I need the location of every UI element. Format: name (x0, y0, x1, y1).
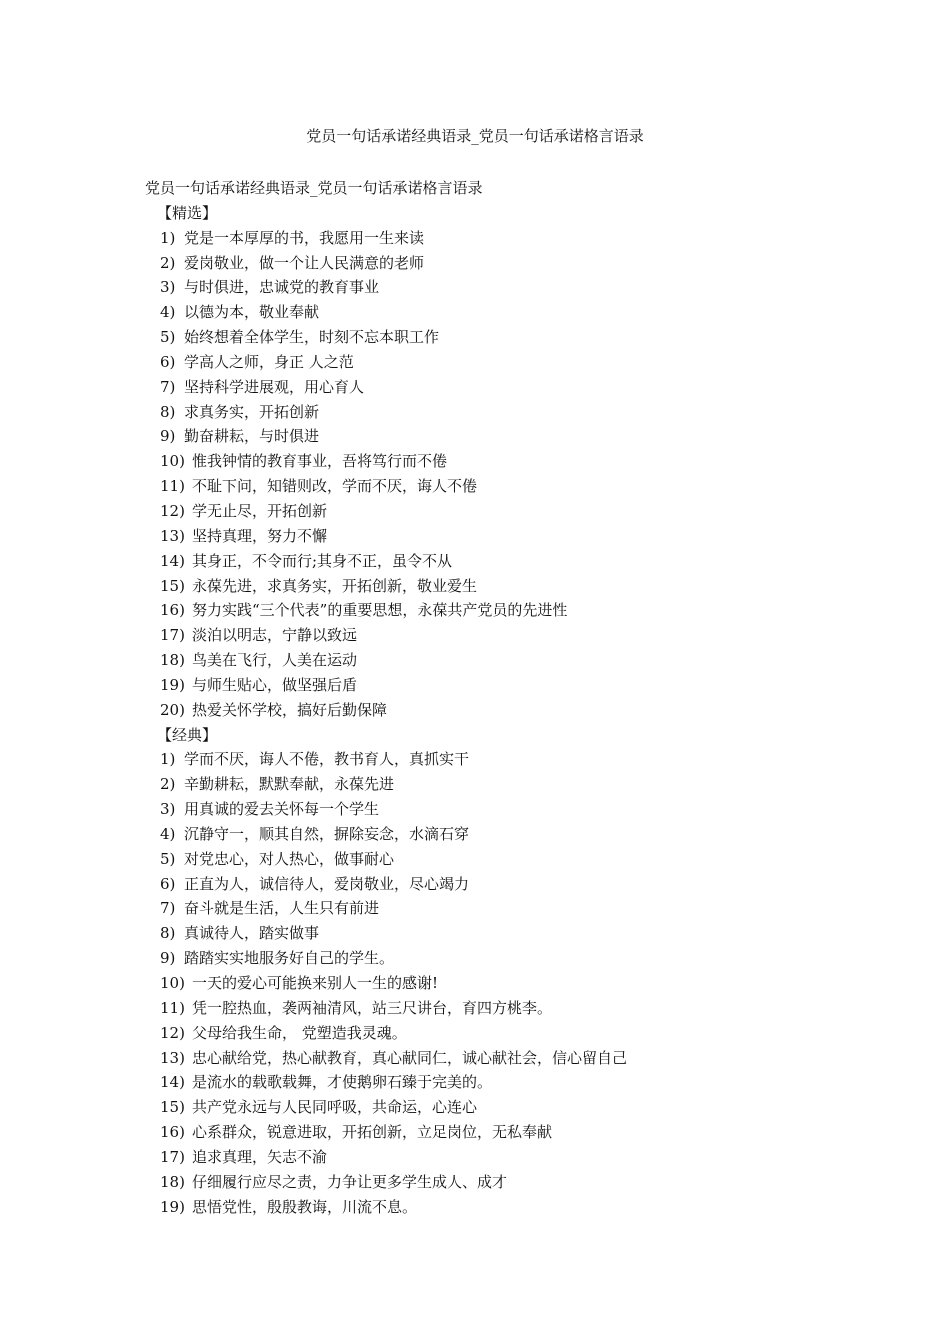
list-item-number: 10) (160, 974, 185, 992)
list-item-number: 8) (160, 924, 176, 943)
list-item (145, 921, 845, 946)
list-item-number: 8) (160, 402, 176, 421)
list-item (145, 524, 845, 549)
document-body (145, 176, 845, 1219)
list-item (145, 1195, 845, 1220)
list-item (145, 474, 845, 499)
list-item (145, 499, 845, 524)
list-item-number: 17) (160, 626, 185, 645)
list-item-number: 2) (160, 775, 176, 794)
list-item-text: 爱岗敬业，做一个让人民满意的老师 (184, 253, 425, 272)
list-item (145, 1170, 845, 1195)
list-item-text: 与时俱进，忠诚党的教育事业 (184, 278, 380, 297)
list-item-number: 9) (160, 427, 176, 446)
list-item (145, 226, 845, 251)
list-item-text: 党是一本厚厚的书，我愿用一生来读 (184, 228, 425, 247)
list-item-number: 9) (160, 949, 176, 968)
list-item-text: 淡泊以明志，宁静以致远 (192, 626, 358, 645)
list-item (145, 300, 845, 325)
list-item (145, 971, 845, 996)
list-item (145, 325, 845, 350)
list-item-text: 是流水的载歌载舞，才使鹅卵石臻于完美的。 (192, 1073, 493, 1092)
list-item-number: 2) (160, 253, 176, 272)
list-item-text: 追求真理，矢志不渝 (192, 1147, 328, 1166)
list-item-text: 心系群众，锐意进取，开拓创新，立足岗位，无私奉献 (192, 1123, 553, 1142)
list-item (145, 797, 845, 822)
list-item-text: 学高人之师，身正 人之范 (184, 352, 354, 371)
list-item-text: 惟我钟情的教育事业，吾将笃行而不倦 (192, 452, 448, 471)
list-item (145, 822, 845, 847)
list-item (145, 549, 845, 574)
list-item-number: 14) (160, 551, 185, 570)
list-item-number: 11) (160, 998, 185, 1017)
list-item (145, 772, 845, 797)
list-item (145, 946, 845, 971)
list-item-text: 忠心献给党，热心献教育，真心献同仁，诚心献社会，信心留自己 (192, 1048, 628, 1067)
list-item (145, 673, 845, 698)
list-item-number: 10) (160, 452, 185, 471)
section-heading: 【经典】 (157, 725, 218, 744)
list-item-text: 以德为本，敬业奉献 (184, 303, 320, 322)
list-item-number: 19) (160, 1197, 185, 1216)
list-item-number: 18) (160, 651, 185, 670)
list-item-text: 努力实践“三个代表”的重要思想，永葆共产党员的先进性 (192, 601, 568, 620)
list-item-number: 12) (160, 501, 185, 520)
list-item-text: 凭一腔热血，袭两袖清风，站三尺讲台，育四方桃李。 (192, 998, 553, 1017)
list-item (145, 872, 845, 897)
list-item (145, 896, 845, 921)
list-item-number: 15) (160, 576, 185, 595)
list-item (145, 350, 845, 375)
list-item-number: 7) (160, 377, 176, 396)
list-item (145, 648, 845, 673)
list-item-text: 共产党永远与人民同呼吸，共命运，心连心 (192, 1098, 478, 1117)
list-item-text: 奋斗就是生活，人生只有前进 (184, 899, 380, 918)
list-item-text: 勤奋耕耘，与时俱进 (184, 427, 320, 446)
list-item-number: 19) (160, 675, 185, 694)
list-item-number: 17) (160, 1147, 185, 1166)
list-item-text: 与师生贴心，做坚强后盾 (192, 675, 358, 694)
list-item-number: 7) (160, 899, 176, 918)
list-item (145, 1046, 845, 1071)
section-heading: 【精选】 (157, 203, 218, 222)
list-item-text: 正直为人，诚信待人，爱岗敬业，尽心竭力 (184, 874, 470, 893)
list-item-number: 1) (160, 750, 176, 769)
list-item-text: 永葆先进，求真务实，开拓创新，敬业爱生 (192, 576, 478, 595)
list-item-text: 坚持真理，努力不懈 (192, 526, 328, 545)
list-item (145, 996, 845, 1021)
list-item-number: 4) (160, 303, 176, 322)
list-item-number: 13) (160, 526, 185, 545)
list-item-number: 20) (160, 700, 185, 719)
list-item-text: 鸟美在飞行，人美在运动 (192, 651, 358, 670)
list-item-number: 16) (160, 601, 185, 620)
list-item-text: 沉静守一，顺其自然，摒除妄念，水滴石穿 (184, 824, 470, 843)
list-item-text: 始终想着全体学生，时刻不忘本职工作 (184, 328, 440, 347)
list-item-text: 坚持科学进展观，用心育人 (184, 377, 365, 396)
list-item (145, 1070, 845, 1095)
list-item-text: 真诚待人，踏实做事 (184, 924, 320, 943)
list-item-text: 求真务实，开拓创新 (184, 402, 320, 421)
list-item (145, 400, 845, 425)
list-item (145, 847, 845, 872)
list-item-number: 5) (160, 849, 176, 868)
list-item-text: 仔细履行应尽之责，力争让更多学生成人、成才 (192, 1172, 508, 1191)
list-item-text: 一天的爱心可能换来别人一生的感谢! (192, 974, 439, 992)
list-item (145, 747, 845, 772)
list-item-text: 学而不厌，诲人不倦，教书育人，真抓实干 (184, 750, 470, 769)
list-item (145, 449, 845, 474)
document-title: 党员一句话承诺经典语录_党员一句话承诺格言语录 (306, 127, 644, 145)
list-item (145, 275, 845, 300)
list-item-number: 6) (160, 352, 176, 371)
list-item-number: 13) (160, 1048, 185, 1067)
list-item (145, 424, 845, 449)
list-item-number: 3) (160, 278, 176, 297)
list-item (145, 698, 845, 723)
list-item-number: 4) (160, 824, 176, 843)
list-item (145, 598, 845, 623)
list-item-number: 12) (160, 1023, 185, 1042)
list-item-number: 11) (160, 477, 185, 496)
list-item-text: 思悟党性，殷殷教诲，川流不息。 (192, 1197, 418, 1216)
list-item (145, 1145, 845, 1170)
list-item-text: 用真诚的爱去关怀每一个学生 (184, 800, 380, 819)
list-item (145, 574, 845, 599)
list-item (145, 623, 845, 648)
list-item-text: 热爱关怀学校，搞好后勤保障 (192, 700, 388, 719)
list-item-number: 16) (160, 1123, 185, 1142)
list-item-text: 学无止尽，开拓创新 (192, 501, 328, 520)
list-item-number: 14) (160, 1073, 185, 1092)
list-item-text: 踏踏实实地服务好自己的学生。 (184, 949, 395, 968)
list-item-number: 3) (160, 800, 176, 819)
list-item-text: 其身正，不令而行;其身不正，虽令不从 (192, 551, 453, 570)
list-item-number: 5) (160, 328, 176, 347)
list-item (145, 1095, 845, 1120)
list-item-number: 6) (160, 874, 176, 893)
list-item (145, 1021, 845, 1046)
list-item-text: 辛勤耕耘，默默奉献，永葆先进 (184, 775, 395, 794)
list-item-text: 父母给我生命， 党塑造我灵魂。 (192, 1023, 407, 1042)
list-item (145, 375, 845, 400)
list-item-text: 对党忠心，对人热心，做事耐心 (184, 849, 395, 868)
list-item-number: 15) (160, 1098, 185, 1117)
list-item-number: 1) (160, 228, 176, 247)
list-item (145, 251, 845, 276)
list-item-number: 18) (160, 1172, 185, 1191)
document-subtitle: 党员一句话承诺经典语录_党员一句话承诺格言语录 (145, 179, 483, 197)
list-item-text: 不耻下问，知错则改，学而不厌，诲人不倦 (192, 477, 478, 496)
list-item (145, 1120, 845, 1145)
